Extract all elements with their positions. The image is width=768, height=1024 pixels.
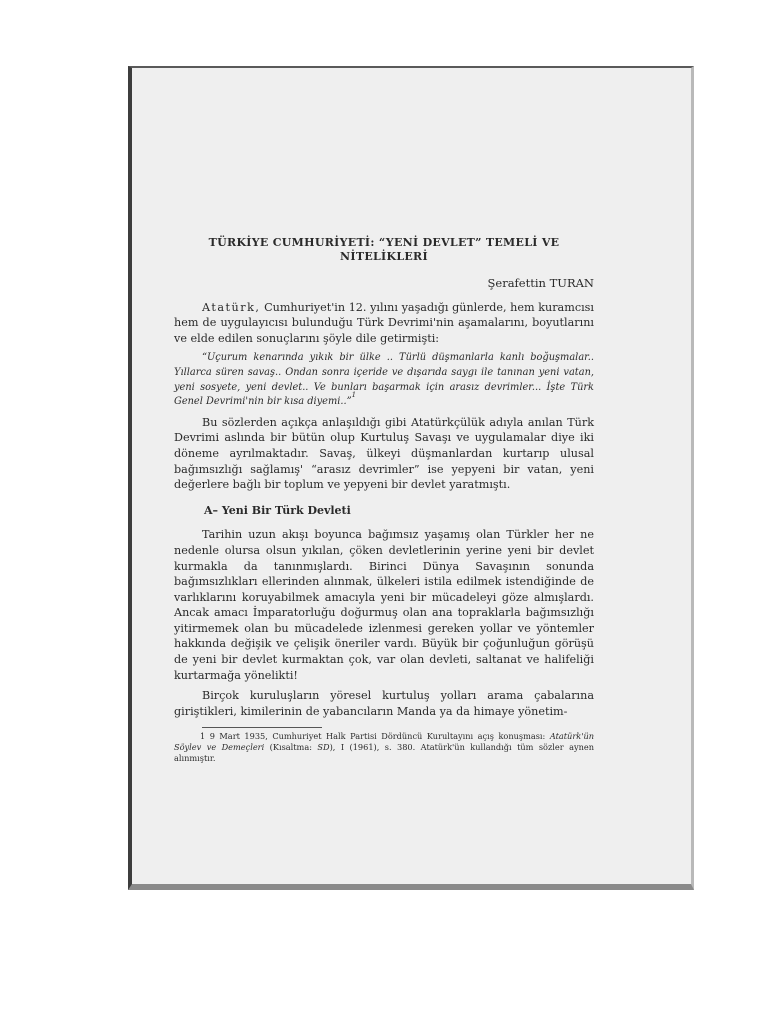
footnote-abbrev: SD [317, 742, 330, 753]
footnote-book-title: Atatürk'ün Söylev ve Demeçleri [174, 731, 594, 753]
scanned-page [128, 66, 694, 890]
article-title: TÜRKİYE CUMHURİYETİ: “YENİ DEVLET” TEMELİ VE NİTELİKLERİ [208, 236, 560, 263]
author-name: Şerafettin TURAN [487, 276, 594, 290]
quote-text: “Uçurum kenarında yıkık bir ülke .. Türlü düşmanlarla kanlı boğuşmalar.. Yıllarca süren savaş.. Ondan sonra içeride ve dışarıda saygı ile tanınan yeni vatan, yeni sosyete, yeni devlet.. Ve bunları başarmak için arasız devrimler... İşte Türk Genel Devrimi'nin bir kısa diyemi..” [174, 352, 594, 408]
footnote [174, 731, 594, 764]
paragraph-3: Tarihin uzun akışı boyunca bağımsız yaşamış olan Türkler her ne nedenle olursa olsun yıkılan, çöken devletlerinin yerine yeni bir devlet kurmakla da tanınmışlardı. Birinci Dünya Savaşının sonunda bağımsızlıkları ellerinden alınmak, ülkeleri istila edilmek istendiğinde de varlıklarını koruyabilmek amacıyla yeni bir mücadeleyi göze almışlardı. Ancak amacı İmparatorluğu doğurmuş olan ana topraklarla bağımsızlığı yitirmemek olan bu mücadelede izlenmesi gereken yollar ve yöntemler hakkında değişik ve çelişik öneriler vardı. Büyük bir çoğunluğun görüşü de yeni bir devlet kurmaktan çok, var olan devleti, saltanat ve halifeliği kurtarmağa yönelikti! [174, 528, 594, 682]
section-heading: A– Yeni Bir Türk Devleti [204, 503, 351, 517]
paragraph-2: Bu sözlerden açıkça anlaşıldığı gibi Atatürkçülük adıyla anılan Türk Devrimi aslında bir bütün olup Kurtuluş Savaşı ve uygulamalar diye iki döneme ayrılmaktadır. Savaş, ülkeyi düşmanlardan kurtarıp ulusal bağımsızlığı sağlamış' “arasız devrimler” ise yepyeni bir vatan, yeni değerlere bağlı bir toplum ve yepyeni bir devlet yaratmıştı. [174, 415, 594, 492]
footnote-divider [202, 727, 322, 728]
footnote-part-c: ), I (1961), s. 380. Atatürk'ün kullandığı tüm sözler aynen alınmıştır. [174, 742, 594, 764]
footnote-part-b: (Kısaltma: [264, 742, 318, 753]
footnote-marker: 1 [351, 391, 357, 400]
intro-paragraph [174, 300, 594, 347]
footnote-part-a: 1 9 Mart 1935, Cumhuriyet Halk Partisi Dördüncü Kurultayını açış konuşması: [200, 731, 550, 742]
intro-lead: Atatürk, [202, 300, 261, 314]
ataturk-quote [174, 351, 594, 409]
intro-rest: Cumhuriyet'in 12. yılını yaşadığı günlerde, hem kuramcısı hem de uygulayıcısı bulunduğu Türk Devrimi'nin aşamalarını, boyutlarını ve elde edilen sonuçlarını şöyle dile getirmişti: [174, 300, 594, 345]
paragraph-4: Birçok kuruluşların yöresel kurtuluş yolları arama çabalarına giriştikleri, kimilerinin de yabancıların Manda ya da himaye yönetim- [174, 689, 594, 718]
article [174, 236, 594, 764]
